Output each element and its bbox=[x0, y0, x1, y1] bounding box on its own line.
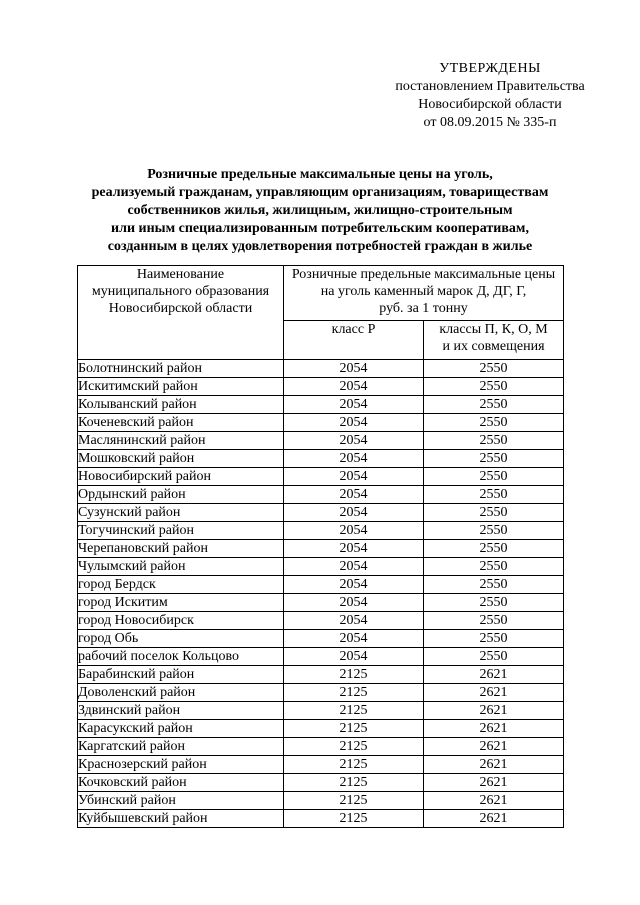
table-row bbox=[78, 540, 564, 558]
municipality-cell: Чулымский район bbox=[78, 558, 284, 576]
municipality-cell: Убинский район bbox=[78, 792, 284, 810]
price-class-r-cell: 2054 bbox=[284, 486, 424, 504]
table-row bbox=[78, 432, 564, 450]
municipality-cell: Ордынский район bbox=[78, 486, 284, 504]
price-class-pkom-cell: 2621 bbox=[424, 738, 564, 756]
municipality-cell: город Бердск bbox=[78, 576, 284, 594]
header-line: и их совмещения bbox=[442, 339, 545, 354]
price-class-r-cell: 2054 bbox=[284, 504, 424, 522]
title-line: или иным специализированным потребительским кооперативам, bbox=[111, 221, 529, 236]
price-class-r-cell: 2054 bbox=[284, 648, 424, 666]
price-class-r-cell: 2125 bbox=[284, 684, 424, 702]
municipality-cell: Тогучинский район bbox=[78, 522, 284, 540]
price-class-pkom-cell: 2550 bbox=[424, 450, 564, 468]
table-row bbox=[78, 378, 564, 396]
municipality-cell: город Новосибирск bbox=[78, 612, 284, 630]
header-line: Новосибирской области bbox=[108, 301, 253, 316]
price-class-r-cell: 2054 bbox=[284, 522, 424, 540]
price-class-r-cell: 2054 bbox=[284, 396, 424, 414]
title-line: реализуемый гражданам, управляющим организациям, товариществам bbox=[91, 185, 549, 200]
municipality-cell: Искитимский район bbox=[78, 378, 284, 396]
municipality-cell: Каргатский район bbox=[78, 738, 284, 756]
price-class-pkom-cell: 2621 bbox=[424, 756, 564, 774]
table-row bbox=[78, 684, 564, 702]
price-class-r-cell: 2054 bbox=[284, 630, 424, 648]
table-row bbox=[78, 468, 564, 486]
header-line: руб. за 1 тонну bbox=[379, 301, 468, 316]
header-line: классы П, К, О, М bbox=[439, 322, 548, 337]
price-class-r-cell: 2125 bbox=[284, 738, 424, 756]
municipality-cell: Болотнинский район bbox=[78, 360, 284, 378]
price-class-pkom-cell: 2550 bbox=[424, 594, 564, 612]
price-class-r-cell: 2125 bbox=[284, 666, 424, 684]
price-class-pkom-cell: 2550 bbox=[424, 630, 564, 648]
price-class-r-cell: 2125 bbox=[284, 792, 424, 810]
municipality-cell: рабочий поселок Кольцово bbox=[78, 648, 284, 666]
price-class-r-cell: 2054 bbox=[284, 378, 424, 396]
municipality-cell: Мошковский район bbox=[78, 450, 284, 468]
price-class-pkom-cell: 2621 bbox=[424, 792, 564, 810]
table-row bbox=[78, 738, 564, 756]
price-class-pkom-cell: 2550 bbox=[424, 576, 564, 594]
header-line: Наименование bbox=[136, 267, 225, 282]
approval-block bbox=[330, 60, 640, 132]
price-class-r-cell: 2054 bbox=[284, 612, 424, 630]
price-class-pkom-cell: 2550 bbox=[424, 414, 564, 432]
price-class-r-cell: 2125 bbox=[284, 810, 424, 828]
price-class-pkom-cell: 2550 bbox=[424, 558, 564, 576]
price-class-r-cell: 2054 bbox=[284, 540, 424, 558]
title-line: Розничные предельные максимальные цены на уголь, bbox=[147, 167, 493, 182]
header-class-r bbox=[284, 321, 424, 360]
table-row bbox=[78, 486, 564, 504]
price-table bbox=[77, 265, 564, 828]
table-row bbox=[78, 702, 564, 720]
table-row bbox=[78, 594, 564, 612]
price-class-r-cell: 2054 bbox=[284, 432, 424, 450]
header-line: муниципального образования bbox=[91, 284, 270, 299]
table-row bbox=[78, 630, 564, 648]
price-class-pkom-cell: 2621 bbox=[424, 666, 564, 684]
price-class-pkom-cell: 2621 bbox=[424, 684, 564, 702]
municipality-cell: город Обь bbox=[78, 630, 284, 648]
price-class-pkom-cell: 2550 bbox=[424, 522, 564, 540]
approval-date-line: от 08.09.2015 № 335-п bbox=[423, 115, 557, 130]
header-prices bbox=[284, 266, 564, 321]
table-row bbox=[78, 666, 564, 684]
header-line: Розничные предельные максимальные цены bbox=[291, 267, 556, 282]
price-class-r-cell: 2125 bbox=[284, 774, 424, 792]
price-class-pkom-cell: 2550 bbox=[424, 360, 564, 378]
municipality-cell: Кочковский район bbox=[78, 774, 284, 792]
price-class-pkom-cell: 2550 bbox=[424, 612, 564, 630]
table-row bbox=[78, 810, 564, 828]
municipality-cell: Черепановский район bbox=[78, 540, 284, 558]
price-class-pkom-cell: 2550 bbox=[424, 396, 564, 414]
title-line: собственников жилья, жилищным, жилищно-строительным bbox=[127, 203, 513, 218]
price-class-r-cell: 2054 bbox=[284, 558, 424, 576]
table-row bbox=[78, 576, 564, 594]
price-class-r-cell: 2125 bbox=[284, 702, 424, 720]
table-row bbox=[78, 360, 564, 378]
municipality-cell: Коченевский район bbox=[78, 414, 284, 432]
municipality-cell: Краснозерский район bbox=[78, 756, 284, 774]
table-row bbox=[78, 414, 564, 432]
price-class-pkom-cell: 2621 bbox=[424, 720, 564, 738]
municipality-cell: Карасукский район bbox=[78, 720, 284, 738]
price-class-r-cell: 2054 bbox=[284, 360, 424, 378]
table-row bbox=[78, 792, 564, 810]
price-class-pkom-cell: 2621 bbox=[424, 810, 564, 828]
municipality-cell: Колыванский район bbox=[78, 396, 284, 414]
price-class-pkom-cell: 2550 bbox=[424, 468, 564, 486]
header-class-pkom bbox=[424, 321, 564, 360]
table-row bbox=[78, 396, 564, 414]
municipality-cell: Сузунский район bbox=[78, 504, 284, 522]
municipality-cell: Барабинский район bbox=[78, 666, 284, 684]
municipality-cell: город Искитим bbox=[78, 594, 284, 612]
table-row bbox=[78, 720, 564, 738]
table-row bbox=[78, 774, 564, 792]
header-line: на уголь каменный марок Д, ДГ, Г, bbox=[320, 284, 527, 299]
municipality-cell: Доволенский район bbox=[78, 684, 284, 702]
price-class-pkom-cell: 2550 bbox=[424, 378, 564, 396]
price-class-r-cell: 2125 bbox=[284, 756, 424, 774]
price-class-r-cell: 2125 bbox=[284, 720, 424, 738]
table-row bbox=[78, 756, 564, 774]
table-row bbox=[78, 504, 564, 522]
price-class-pkom-cell: 2550 bbox=[424, 504, 564, 522]
price-class-r-cell: 2054 bbox=[284, 414, 424, 432]
price-class-r-cell: 2054 bbox=[284, 468, 424, 486]
price-class-pkom-cell: 2550 bbox=[424, 486, 564, 504]
header-line: класс Р bbox=[331, 322, 376, 337]
title-line: созданным в целях удовлетворения потребностей граждан в жилье bbox=[107, 239, 533, 254]
approval-heading: УТВЕРЖДЕНЫ bbox=[439, 61, 541, 76]
municipality-cell: Куйбышевский район bbox=[78, 810, 284, 828]
price-class-r-cell: 2054 bbox=[284, 450, 424, 468]
price-class-pkom-cell: 2550 bbox=[424, 648, 564, 666]
municipality-cell: Здвинский район bbox=[78, 702, 284, 720]
price-class-pkom-cell: 2621 bbox=[424, 702, 564, 720]
price-class-pkom-cell: 2550 bbox=[424, 432, 564, 450]
price-class-r-cell: 2054 bbox=[284, 594, 424, 612]
table-row bbox=[78, 648, 564, 666]
municipality-cell: Новосибирский район bbox=[78, 468, 284, 486]
price-class-pkom-cell: 2550 bbox=[424, 540, 564, 558]
municipality-cell: Маслянинский район bbox=[78, 432, 284, 450]
price-class-r-cell: 2054 bbox=[284, 576, 424, 594]
table-row bbox=[78, 522, 564, 540]
price-class-pkom-cell: 2621 bbox=[424, 774, 564, 792]
approval-line: Новосибирской области bbox=[418, 97, 562, 112]
table-row bbox=[78, 558, 564, 576]
table-row bbox=[78, 612, 564, 630]
header-municipality bbox=[78, 266, 284, 360]
table-row bbox=[78, 450, 564, 468]
approval-line: постановлением Правительства bbox=[395, 79, 585, 94]
document-title bbox=[40, 166, 600, 256]
